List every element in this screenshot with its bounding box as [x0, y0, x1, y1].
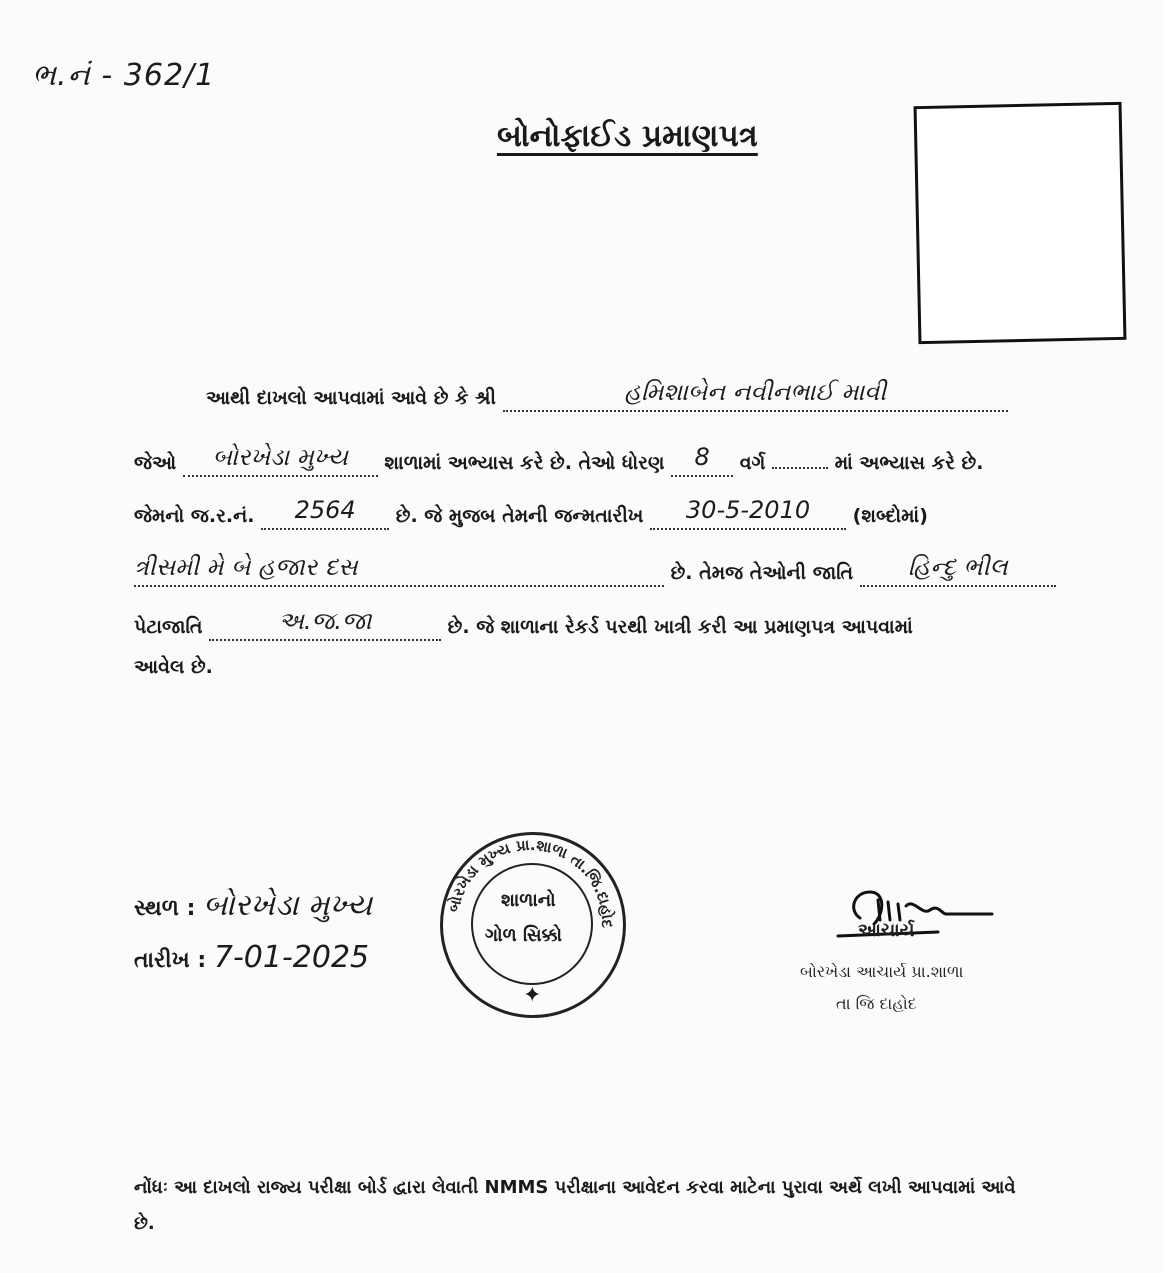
- signature-line-2: તા જિ દાહોદ: [836, 994, 917, 1013]
- subcaste-field: [209, 607, 441, 641]
- place-value: બોરખેડા મુખ્ય: [203, 888, 373, 923]
- std-value: 8: [694, 443, 710, 471]
- photo-box: [914, 102, 1127, 344]
- signature-line-1: બોરખેડા આચાર્ય પ્રા.શાળા: [800, 962, 964, 981]
- dob-words-field: [134, 553, 664, 587]
- body-line-2: [134, 443, 984, 477]
- line-text: (શબ્દોમાં): [852, 505, 928, 527]
- gr-number-field: [261, 496, 389, 530]
- footnote: નોંધઃ આ દાખલો રાજ્ય પરીક્ષા બોર્ડ દ્વારા લેવાતી NMMS પરીક્ષાના આવેદન કરવા માટેના પુરાવા અર્થે લખી આપવામાં આવે છે.: [134, 1177, 1016, 1234]
- reference-number: ભ.નં - 362/1: [32, 58, 216, 93]
- line-text: છે. જે શાળાના રેકર્ડ પરથી ખાત્રી કરી આ પ્રમાણપત્ર આપવામાં: [447, 616, 913, 638]
- division-field: [772, 467, 828, 469]
- line-text: આથી દાખલો આપવામાં આવે છે કે શ્રી: [206, 387, 496, 409]
- line-text: આવેલ છે.: [134, 656, 213, 678]
- school-name: બોરખેડા મુખ્ય: [212, 443, 348, 471]
- caste-field: [860, 553, 1056, 587]
- line-text: વર્ગ: [739, 452, 766, 474]
- body-line-4: [134, 553, 1056, 587]
- date-row: [134, 940, 369, 975]
- line-text: છે. જે મુજબ તેમની જન્મતારીખ: [395, 505, 644, 527]
- date-value: 7-01-2025: [213, 940, 370, 975]
- line-text: છે. તેમજ તેઓની જાતિ: [670, 562, 854, 584]
- line-text: પેટાજાતિ: [134, 616, 203, 638]
- school-seal: [440, 832, 626, 1018]
- place-row: [134, 888, 372, 923]
- seal-text: બોરખેડા મુખ્ય પ્રા.શાળા તા.જિ.દાહોદ: [444, 835, 617, 929]
- body-line-6: [134, 656, 213, 678]
- line-text: જેઓ: [134, 452, 177, 474]
- line-text: જેમનો જ.ર.નં.: [134, 505, 255, 527]
- seal-center-top: શાળાનો: [501, 890, 556, 911]
- dob-words: ત્રીસમી મે બે હજાર દસ: [134, 553, 358, 581]
- school-name-field: [183, 443, 378, 477]
- dob-value: 30-5-2010: [685, 496, 811, 524]
- std-field: [671, 443, 733, 477]
- body-line-3: [134, 496, 928, 530]
- student-name-field: [503, 378, 1008, 412]
- caste-value: હિન્દુ ભીલ: [907, 553, 1008, 581]
- seal-center-bottom: ગોળ સિક્કો: [485, 925, 562, 946]
- signature-title: આચાર્ય: [858, 920, 915, 941]
- body-line-5: [134, 607, 913, 641]
- place-label: સ્થળ :: [134, 896, 196, 921]
- date-label: તારીખ :: [134, 948, 207, 973]
- dob-field: [650, 496, 846, 530]
- gr-number: 2564: [294, 496, 356, 524]
- subcaste-value: અ.જ.જા: [278, 607, 372, 635]
- seal-inner-ring: [471, 863, 593, 985]
- star-icon: ✦: [523, 983, 542, 1008]
- line-text: માં અભ્યાસ કરે છે.: [834, 452, 984, 474]
- certificate-title: બોનોફાઈડ પ્રમાણપત્ર: [497, 118, 758, 154]
- student-name: હમિશાબેન નવીનભાઈ માવી: [624, 378, 887, 406]
- body-line-1: [206, 378, 1008, 412]
- line-text: શાળામાં અભ્યાસ કરે છે. તેઓ ધોરણ: [384, 452, 665, 474]
